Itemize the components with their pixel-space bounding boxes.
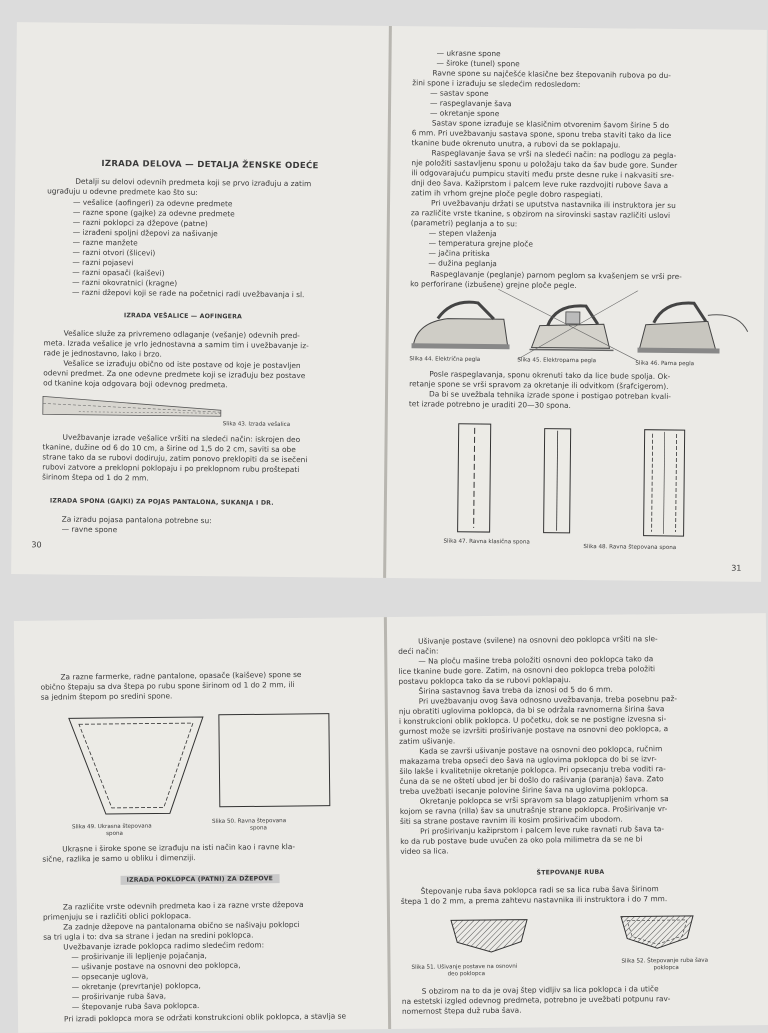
- figure-caption-48: Slika 48. Ravna štepovana spona: [583, 544, 677, 552]
- figure-caption-50: Slika 50. Ravna štepovana: [211, 818, 287, 825]
- list-item: — razni pojasevi: [72, 258, 304, 270]
- paragraph-line: na estetski izgled odevnog predmeta, potrebno je uvežbati potpunu rav-: [401, 994, 671, 1006]
- paragraph-line: Za izradu pojasa pantalona potrebne su:: [61, 514, 212, 526]
- paragraph-line: nomernost štepa duž ruba šava.: [401, 1005, 522, 1016]
- paragraph-line: S obzirom na to da je ovaj štep vidljiv sa lica poklopca i da utiče: [421, 984, 659, 996]
- list-item: — razni opasači (kaiševi): [72, 268, 304, 280]
- list-item: — jačina pritiska: [428, 248, 532, 259]
- list-item: — temperatura grejne ploče: [429, 238, 533, 249]
- figure-caption-44: Slika 44. Električna pegla: [409, 356, 481, 363]
- list-item: — razni džepovi koji se rade na početnici radi uvežbavanja i sl.: [72, 288, 304, 300]
- list-item: — proširivanje ili lepljenje pojačanja,: [71, 951, 240, 963]
- paragraph: Uvežbavanje izrade vešalice vršiti na sledeći način: iskrojen deo tkanine, dužine od 6 do 10 cm, a širine od 1,5 do 2 cm, saviti sa obe strane tako da se rubovi dodiruju, zatim ponovo preklopiti da se isečeni rubovi zatvore a preklopni poklopaju i po preklopnom rubu proštepati širinom štepa od 1 do 2 mm.: [42, 432, 308, 483]
- right-page: [388, 613, 768, 1029]
- list-item: — štepovanje ruba šava poklopca.: [72, 1001, 241, 1013]
- list-item: — opsecanje uglova,: [72, 971, 241, 983]
- subheading-spone: IZRADA SPONA (GAJKI) ZA POJAS PANTALONA, SUKANJA I DR.: [49, 497, 274, 507]
- flap-lining-shape: [451, 920, 527, 953]
- list-item: — proširivanje ruba šava,: [72, 991, 241, 1003]
- paragraph: Vešalice služe za privremeno odlaganje (vešanje) odevnih pred- meta. Izrada vešalice je vrlo jednostavna a samim tim i uvežbavanje iz- rade je jednostavno, lako i brzo. Vešalice se izrađuju obično od iste postave od koje je postavljen odevni predmet. Za one odevne predmete koji se izrađuju bez postave od tkanine koja odgovara boji odevnog predmeta.: [43, 328, 309, 390]
- figure-caption-50-cont: spona: [250, 825, 267, 832]
- bottom-spread: [14, 613, 768, 1033]
- paragraph-line: Ukrasne i široke spone se izrađuju na isti način kao i ravne kla-: [62, 842, 296, 854]
- list-item: — okretanje (prevrtanje) poklopca,: [72, 981, 241, 993]
- figure-caption-49: Slika 49. Ukrasna štepovana: [71, 823, 152, 831]
- list-item: — razni poklopci za džepove (patne): [73, 218, 305, 230]
- trapezoid-loop-shape: [69, 717, 204, 814]
- figure-caption-45: Slika 45. Elektroparna pegla: [517, 357, 597, 365]
- list-item: — razni otvori (šlicevi): [72, 248, 304, 260]
- steam-iron-icon: [637, 302, 748, 353]
- list-item: — dužina peglanja: [428, 258, 532, 269]
- flap-figures: [431, 909, 752, 962]
- subheading-stepovanje: ŠTEPOVANJE RUBA: [536, 868, 605, 877]
- flap-topstitch-shape: [621, 916, 693, 949]
- list-item: — sastav spone: [430, 88, 512, 99]
- subheading-vesalice: IZRADA VEŠALICE — AOFINGERA: [123, 312, 243, 321]
- paragraph-line: Štepovanje ruba šava poklopca radi se sa lica ruba šava širinom: [420, 884, 659, 896]
- page-30: [11, 22, 389, 578]
- page-31: [387, 26, 767, 582]
- list-item: — vešalice (aofingeri) za odevne predmete: [73, 198, 305, 210]
- list-item: — široke (tunel) spone: [436, 58, 520, 69]
- paragraph-line: sične, razlika je samo u obliku i dimenziji.: [42, 853, 196, 864]
- steps-list: [430, 88, 512, 119]
- list-item: — izrađeni spoljni džepovi za našivanje: [73, 228, 305, 240]
- figure-caption-51: Slika 51. Ušivanje postave na osnovni: [411, 963, 518, 971]
- list-item: — ušivanje postave na osnovni deo poklopca,: [71, 961, 240, 973]
- figure-caption-52: Slika 52. Štepovanje ruba šava: [621, 957, 709, 965]
- paragraph: Sastav spone izrađuje se klasičnim otvorenim šavom širine 5 do 6 mm. Pri uvežbavanju sastava spone, sponu treba staviti tako da lice tkanine bude okrenuto unutra, a rubovi da se poklapaju. Raspeglavanje šava se vrši na sledeći način: na podlogu za pegla- nje položiti sastavljenu sponu u položaju tako da šav bude gore. Sunđer ili odgovarajuću pumpicu staviti među prste desne ruke i nakvasiti sre- dnji deo šava. Kažiprstom i palcem leve ruke razdvojiti rubove šava a zatim ih vrhom grejne ploče pegle dobro raspegiati. Pri uvežbavanju držati se uputstva nastavnika ili instruktora jer su za različite vrste tkanine, s obzirom na sirovinski sastav različiti uslovi (parametri) peglanja a to su:: [410, 118, 678, 229]
- electric-iron-icon: [412, 302, 510, 350]
- paragraph-line: Pri izradi poklopca mora se održati konstrukcioni oblik poklopca, a stavlja se: [63, 1011, 347, 1024]
- list-item: — ukrasne spone: [436, 48, 501, 59]
- square-loop-shape: [219, 714, 330, 807]
- list-item: — razni okovratnici (kragne): [72, 278, 304, 290]
- paragraph-line: Raspeglavanje (peglanje) parnom peglom sa kvašenjem se vrši pre-: [430, 269, 682, 282]
- paragraph: — Na ploču mašine treba položiti osnovni deo poklopca tako da lice tkanine bude gore. Zatim, na osnovni deo poklopca treba položiti postavu poklopca tako da se rubovi poklapaju. Širina sastavnog šava treba da iznosi od 5 do 6 mm. Pri uvežbavanju ovog šava odnosno uvežbavanja, treba posebnu paž- nju obratiti uglovima poklopca, da bi se održala ravnomerna širina šava i konstrukcioni oblik poklopca. U početku, dok se ne postigne izvesna si- gurnost može se izvršiti proširivanje postave na osnovni deo poklopca, a zatim ušivanje. Kada se završi ušivanje postave na osnovni deo poklopca, ručnim makazama treba opseći deo šava na uglovima poklopca do bi se izvr- šilo lakše i kvalitetnije okretanje poklopca. Pri opsecanju treba voditi ra- čuna da se ne oštetí ubod jer bi došlo do rašivanja (paranja) šava. Zato treba uvežbati isecanje polovine širine šava na uglovima poklopca. Okretanje poklopca se vrši spravom sa blago zatupljenim vrhom sa kojom se ravna (rilla) šav sa unutrašnje strane poklopca. Proširivanje vr- šiti sa strane postave ravnim ili kosim proširivačim ubodom. Pri proširivanju kažiprstom i palcem leve ruke ravnati rub šava ta- ko da rub postave bude uvučen za oko pola milimetra da se ne bi video sa lica.: [398, 654, 678, 856]
- list-item: — stepen vlaženja: [429, 228, 533, 239]
- list-item: — okretanje spone: [430, 108, 512, 119]
- paragraph-line: deći način:: [398, 646, 439, 656]
- figure-caption-47: Slika 47. Ravna klasična spona: [443, 538, 530, 546]
- paragraph-line: Ušivanje postave (svilene) na osnovni deo poklopca vršiti na sle-: [418, 634, 658, 646]
- figure-caption-51-cont: deo poklopca: [447, 971, 486, 978]
- left-page: [14, 617, 388, 1033]
- paragraph-line: žini spone i izrađuju se sledećim redosledom:: [412, 78, 581, 89]
- top-spread: [11, 22, 767, 582]
- paragraph-line: Ravne spone su najčešće klasične bez štepovanih rubova po du-: [432, 68, 671, 80]
- list-item: — razne spone (gajke) za odevne predmete: [73, 208, 305, 220]
- paragraph-line: — ravne spone: [61, 524, 118, 535]
- paragraph: Za različite vrste odevnih predmeta kao i za razne vrste džepova primenjuju se i različiti oblici poklopaca. Za zadnje džepove na pantalonama obično se našivaju poklopci sa tri ugla i to: dva sa strane i jedan na sredini poklopca. Uvežbavanje izrade poklopca radimo sledećim redom:: [42, 899, 304, 952]
- figure-caption-46: Slika 46. Parna pegla: [635, 360, 695, 368]
- list-item: — raspeglavanje šava: [430, 98, 512, 109]
- loops-figure: [448, 420, 729, 541]
- topstitched-loop-shape: [644, 430, 685, 536]
- subheading-poklopac: IZRADA POKLOPCA (PATNI) ZA DŽEPOVE: [121, 874, 280, 885]
- parameters-list: [428, 228, 533, 269]
- section-heading: IZRADA DELOVA — DETALJA ŽENSKE ODEĆE: [101, 158, 319, 172]
- paragraph-line: štepa 1 do 2 mm, a prema zahtevu nastavnika ili instruktora i do 7 mm.: [400, 894, 668, 906]
- figure-caption-43: Slika 43. Izrada vešalica: [222, 421, 291, 428]
- classic-loop-shape: [458, 424, 491, 532]
- straight-loop-shape: [544, 429, 571, 533]
- details-list: [72, 198, 305, 300]
- figure-caption-52-cont: poklopca: [653, 965, 679, 972]
- paragraph: Posle raspeglavanja, sponu okrenuti tako da lice bude spolja. Ok- retanje spone se vrši spravom za okretanje ili odvitkom (šrafcigerom). Da bi se uvežbala tehnika izrade spone i postigao potreban kvali- tet izrade potrebno je uraditi 20—30 spona.: [408, 369, 672, 410]
- list-item: — razne manžete: [73, 238, 305, 250]
- decorative-loops-figure: [65, 709, 356, 822]
- steps-list: [71, 951, 241, 1013]
- page-number: 30: [31, 540, 42, 550]
- figure-caption-49-cont: spona: [106, 830, 124, 837]
- hanger-loop-figure: [39, 390, 235, 422]
- page-number: 31: [731, 563, 742, 573]
- paragraph-line: ko perforirane (izbušene) grejne ploče pegle.: [410, 279, 577, 290]
- paragraph: Za razne farmerke, radne pantalone, opasače (kaiševe) spone se obično štepaju sa dva štepa po rubu spone širinom od 1 do 2 mm, ili sa jednim štepom po sredini spone.: [40, 669, 302, 702]
- intro-paragraph: Detalji su delovi odevnih predmeta koji se prvo izrađuju a zatim ugrađuju u odevne predmete kao što su:: [47, 176, 312, 197]
